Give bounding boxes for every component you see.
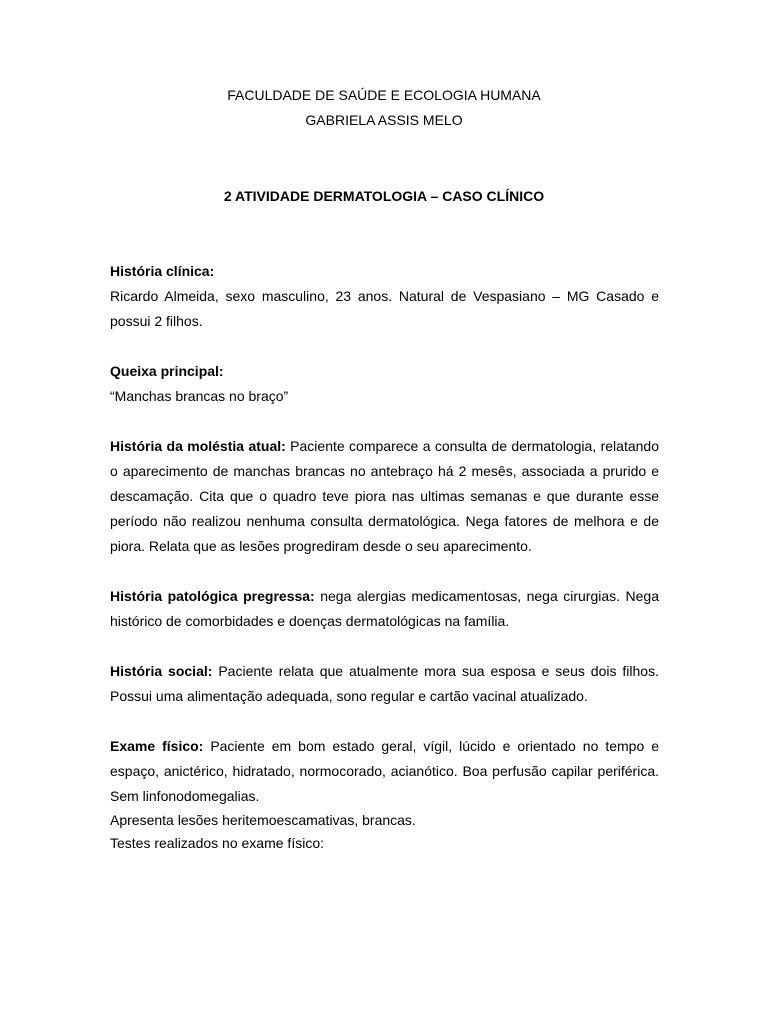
section-text: Paciente em bom estado geral, vígil, lúcido e orientado no tempo e espaço, anictérico, hidratado, normocorado, acianótico. Boa perfusão capilar periférica. Sem linfonodomegalias.	[110, 738, 659, 804]
section-label: Exame físico:	[110, 738, 204, 754]
section-paragraph	[110, 659, 659, 709]
section-label: História social:	[110, 663, 213, 679]
section-paragraph	[110, 734, 659, 809]
section-text: “Manchas brancas no braço”	[110, 388, 289, 404]
section-historia-patologica-pregressa	[110, 584, 659, 634]
section-queixa-principal	[110, 359, 659, 409]
section-exame-fisico	[110, 734, 659, 855]
section-historia-molestia-atual	[110, 434, 659, 559]
section-paragraph	[110, 434, 659, 559]
section-text: nega alergias medicamentosas, nega cirurgias. Nega histórico de comorbidades e doenças dermatológicas na família.	[110, 588, 659, 629]
section-heading: Queixa principal:	[110, 363, 224, 379]
section-text: Paciente comparece a consulta de dermatologia, relatando o aparecimento de manchas brancas no antebraço há 2 mesês, associada a prurido e descamação. Cita que o quadro teve piora nas ultimas semanas e que durante esse período não realizou nenhuma consulta dermatológica. Nega fatores de melhora e de piora. Relata que as lesões progrediram desde o seu aparecimento.	[110, 438, 659, 554]
section-text-line: Testes realizados no exame físico:	[110, 835, 324, 851]
section-heading: História clínica:	[110, 263, 215, 279]
section-text: Paciente relata que atualmente mora sua esposa e seus dois filhos. Possui uma alimentação adequada, sono regular e cartão vacinal atualizado.	[110, 663, 659, 704]
section-label: História da moléstia atual:	[110, 438, 286, 454]
section-paragraph	[110, 584, 659, 634]
section-label: História patológica pregressa:	[110, 588, 315, 604]
institution-name: FACULDADE DE SAÚDE E ECOLOGIA HUMANA	[227, 87, 541, 103]
author-name: GABRIELA ASSIS MELO	[305, 112, 463, 128]
section-text: Ricardo Almeida, sexo masculino, 23 anos. Natural de Vespasiano – MG Casado e possui 2 filhos.	[110, 288, 659, 329]
section-historia-clinica	[110, 259, 659, 334]
section-text-line: Apresenta lesões heritemoescamativas, brancas.	[110, 812, 416, 828]
section-historia-social	[110, 659, 659, 709]
document-title: 2 ATIVIDADE DERMATOLOGIA – CASO CLÍNICO	[223, 188, 545, 204]
document-body	[110, 259, 659, 880]
